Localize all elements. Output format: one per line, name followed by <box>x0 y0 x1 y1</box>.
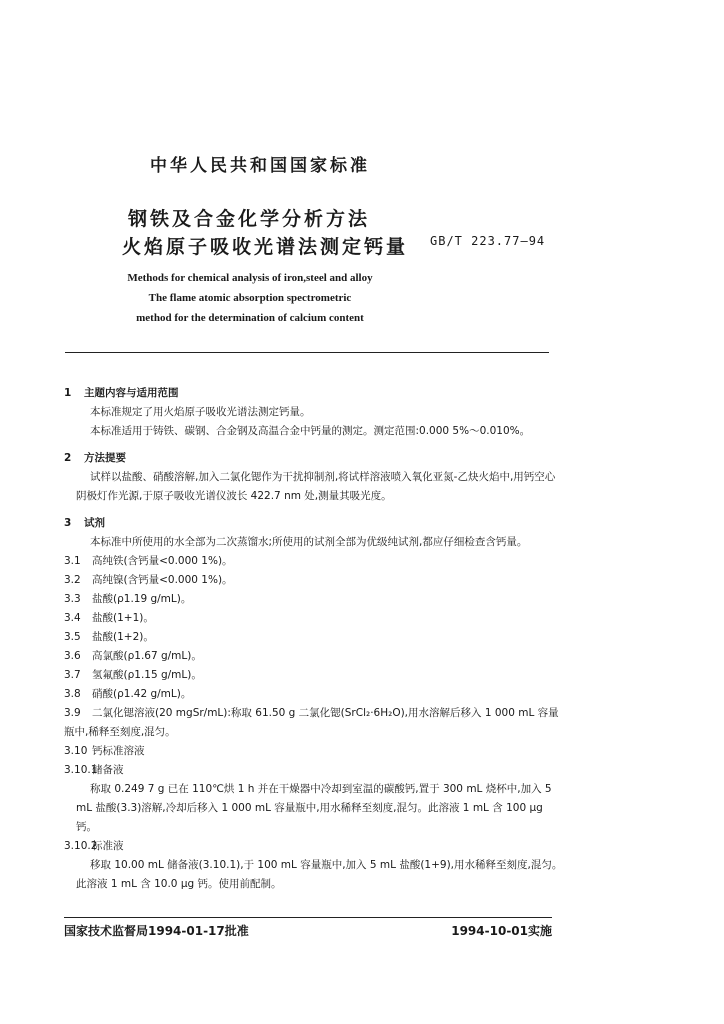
item-text: 盐酸(ρ1.19 g/mL)。 <box>92 593 192 605</box>
list-item <box>64 856 564 894</box>
title-cn-line-2: 火焰原子吸收光谱法测定钙量 <box>122 236 409 258</box>
item-number: 3.2 <box>64 574 81 586</box>
item-text: 高纯镍(含钙量<0.000 1%)。 <box>92 574 233 586</box>
item-text: 移取 10.00 mL 储备液(3.10.1),于 100 mL 容量瓶中,加入 5 mL 盐酸(1+9),用水稀释至刻度,混匀。此溶液 1 mL 含 10.0 μg 钙。使用前配制。 <box>76 859 563 890</box>
paragraph: 本标准中所使用的水全部为二次蒸馏水;所使用的试剂全部为优级纯试剂,都应仔细检查含钙量。 <box>90 536 528 548</box>
item-number: 3.3 <box>64 593 81 605</box>
section-number: 2 <box>64 452 72 464</box>
item-number: 3.5 <box>64 631 81 643</box>
section-title: 主题内容与适用范围 <box>84 387 179 399</box>
list-item <box>64 685 564 704</box>
list-item <box>64 552 564 571</box>
item-number: 3.10.1 <box>64 764 98 776</box>
section-title: 方法提要 <box>84 452 126 464</box>
paragraph: 本标准适用于铸铁、碳钢、合金钢及高温合金中钙量的测定。测定范围:0.000 5%～0.010%。 <box>90 425 531 437</box>
section-title: 试剂 <box>84 517 105 529</box>
list-item <box>64 590 564 609</box>
footer <box>64 917 552 938</box>
item-number: 3.10.2 <box>64 840 98 852</box>
item-text: 氢氟酸(ρ1.15 g/mL)。 <box>92 669 202 681</box>
item-number: 3.1 <box>64 555 81 567</box>
item-text: 储备液 <box>92 764 124 776</box>
item-text: 盐酸(1+1)。 <box>92 612 154 624</box>
implementation-date: 1994-10-01实施 <box>451 924 552 938</box>
item-text: 二氯化锶溶液(20 mgSr/mL):称取 61.50 g 二氯化锶(SrCl₂·6H₂O),用水溶解后移入 1 000 mL 容量瓶中,稀释至刻度,混匀。 <box>64 707 559 738</box>
item-number: 3.10 <box>64 745 88 757</box>
national-standard-heading: 中华人民共和国国家标准 <box>150 156 370 176</box>
standard-code: GB/T 223.77—94 <box>430 234 546 248</box>
section-heading <box>64 514 564 533</box>
title-cn-line-1: 钢铁及合金化学分析方法 <box>128 208 371 230</box>
document-body <box>64 384 564 894</box>
approval-date: 国家技术监督局1994-01-17批准 <box>64 924 249 938</box>
item-text: 称取 0.249 7 g 已在 110℃烘 1 h 并在干燥器中冷却到室温的碳酸钙,置于 300 mL 烧杯中,加入 5 mL 盐酸(3.3)溶解,冷却后移入 1 000 mL 容量瓶中,用水稀释至刻度,混匀。此溶液 1 mL 含 100 μg 钙。 <box>76 783 552 833</box>
title-en-line-2: The flame atomic absorption spectrometric <box>148 292 352 304</box>
title-en-line-3: method for the determination of calcium content <box>136 312 364 324</box>
section-heading <box>64 384 564 403</box>
list-item <box>64 742 564 761</box>
section-heading <box>64 449 564 468</box>
section-number: 1 <box>64 387 72 399</box>
list-item <box>64 761 564 780</box>
list-item <box>64 609 564 628</box>
item-number: 3.9 <box>64 707 81 719</box>
item-number: 3.7 <box>64 669 81 681</box>
item-number: 3.4 <box>64 612 81 624</box>
list-item <box>64 704 564 742</box>
list-item <box>64 647 564 666</box>
reagent-list <box>64 552 564 894</box>
list-item <box>64 780 564 837</box>
item-text: 盐酸(1+2)。 <box>92 631 154 643</box>
list-item <box>64 628 564 647</box>
item-number: 3.6 <box>64 650 81 662</box>
item-text: 高纯铁(含钙量<0.000 1%)。 <box>92 555 233 567</box>
item-text: 硝酸(ρ1.42 g/mL)。 <box>92 688 192 700</box>
title-en-line-1: Methods for chemical analysis of iron,steel and alloy <box>127 272 373 284</box>
item-number: 3.8 <box>64 688 81 700</box>
list-item <box>64 571 564 590</box>
item-text: 标准液 <box>92 840 124 852</box>
item-text: 钙标准溶液 <box>92 745 145 757</box>
section-number: 3 <box>64 517 72 529</box>
header-divider <box>65 352 549 353</box>
paragraph: 本标准规定了用火焰原子吸收光谱法测定钙量。 <box>90 406 311 418</box>
list-item <box>64 666 564 685</box>
list-item <box>64 837 564 856</box>
paragraph: 试样以盐酸、硝酸溶解,加入二氯化锶作为干扰抑制剂,将试样溶液喷入氧化亚氮-乙炔火焰中,用钙空心阴极灯作光源,于原子吸收光谱仪波长 422.7 nm 处,测量其吸光度。 <box>76 471 556 502</box>
item-text: 高氯酸(ρ1.67 g/mL)。 <box>92 650 202 662</box>
